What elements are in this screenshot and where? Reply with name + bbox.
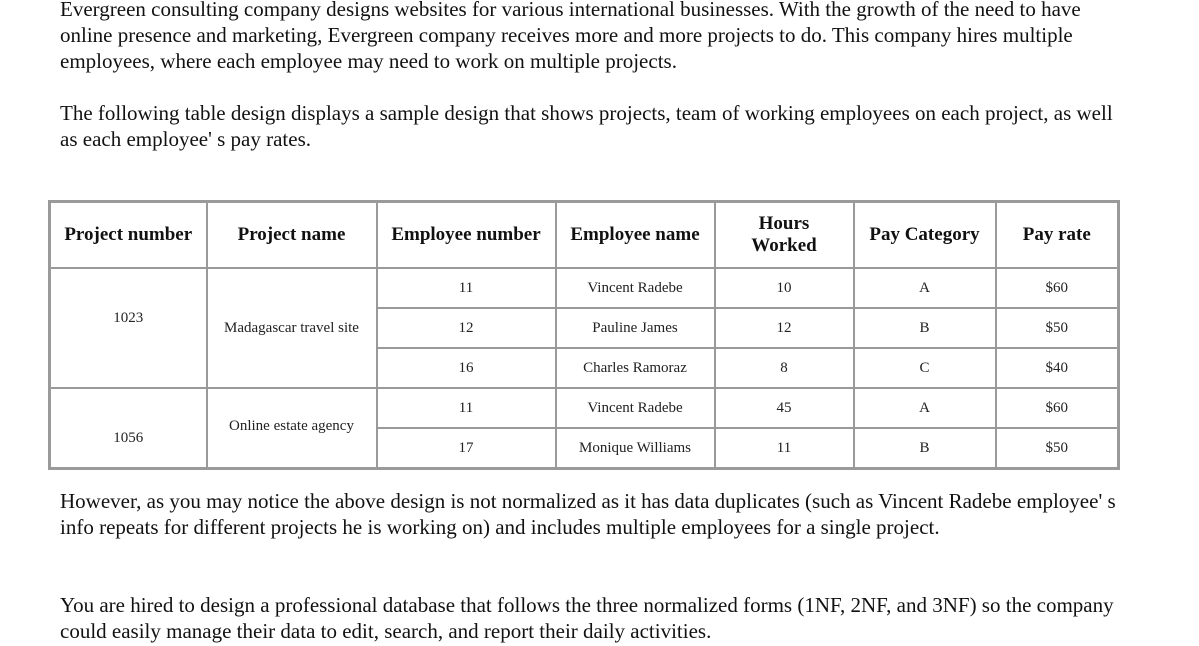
header-project-number: Project number xyxy=(50,202,207,269)
hours-worked-cell: 12 xyxy=(715,308,854,348)
outro-paragraph-1: However, as you may notice the above design is not normalized as it has data duplicates (such as Vincent Radebe employee' s info repeats for different projects he is working on) and includes multiple employees for a single project. xyxy=(60,489,1116,539)
table-row xyxy=(50,388,1119,428)
pay-rate-cell: $60 xyxy=(996,268,1119,308)
header-employee-name: Employee name xyxy=(556,202,715,269)
project-number-cell: 1056 xyxy=(50,388,207,469)
hours-worked-cell: 45 xyxy=(715,388,854,428)
employee-number-cell: 16 xyxy=(377,348,556,388)
projects-table xyxy=(48,200,1120,470)
hours-worked-cell: 8 xyxy=(715,348,854,388)
employee-number-cell: 11 xyxy=(377,388,556,428)
intro-paragraph-2: The following table design displays a sample design that shows projects, team of working employees on each project, as well as each employee' s pay rates. xyxy=(60,101,1113,151)
pay-category-cell: B xyxy=(854,308,996,348)
employee-name-cell: Monique Williams xyxy=(556,428,715,469)
employee-name-cell: Charles Ramoraz xyxy=(556,348,715,388)
employee-number-cell: 11 xyxy=(377,268,556,308)
pay-category-cell: C xyxy=(854,348,996,388)
pay-category-cell: B xyxy=(854,428,996,469)
pay-rate-cell: $50 xyxy=(996,308,1119,348)
employee-number-cell: 12 xyxy=(377,308,556,348)
pay-rate-cell: $60 xyxy=(996,388,1119,428)
employee-name-cell: Vincent Radebe xyxy=(556,388,715,428)
employee-name-cell: Pauline James xyxy=(556,308,715,348)
intro-paragraph-1: Evergreen consulting company designs websites for various international businesses. With the growth of the need to have online presence and marketing, Evergreen company receives more and more projects to do. This company hires multiple employees, where each employee may need to work on multiple projects. xyxy=(60,0,1081,73)
table-header-row xyxy=(50,202,1119,269)
project-name-cell: Madagascar travel site xyxy=(207,268,377,388)
outro-paragraph-2: You are hired to design a professional database that follows the three normalized forms (1NF, 2NF, and 3NF) so the company could easily manage their data to edit, search, and report their daily activities. xyxy=(60,593,1114,643)
header-hours-worked: Hours Worked xyxy=(715,202,854,269)
hours-worked-cell: 11 xyxy=(715,428,854,469)
employee-name-cell: Vincent Radebe xyxy=(556,268,715,308)
employee-number-cell: 17 xyxy=(377,428,556,469)
header-pay-category: Pay Category xyxy=(854,202,996,269)
project-number-cell: 1023 xyxy=(50,268,207,388)
pay-category-cell: A xyxy=(854,268,996,308)
pay-category-cell: A xyxy=(854,388,996,428)
pay-rate-cell: $50 xyxy=(996,428,1119,469)
header-project-name: Project name xyxy=(207,202,377,269)
table-row xyxy=(50,268,1119,308)
project-name-cell: Online estate agency xyxy=(207,388,377,469)
header-pay-rate: Pay rate xyxy=(996,202,1119,269)
pay-rate-cell: $40 xyxy=(996,348,1119,388)
hours-worked-cell: 10 xyxy=(715,268,854,308)
projects-table-container xyxy=(48,200,1120,470)
header-employee-number: Employee number xyxy=(377,202,556,269)
